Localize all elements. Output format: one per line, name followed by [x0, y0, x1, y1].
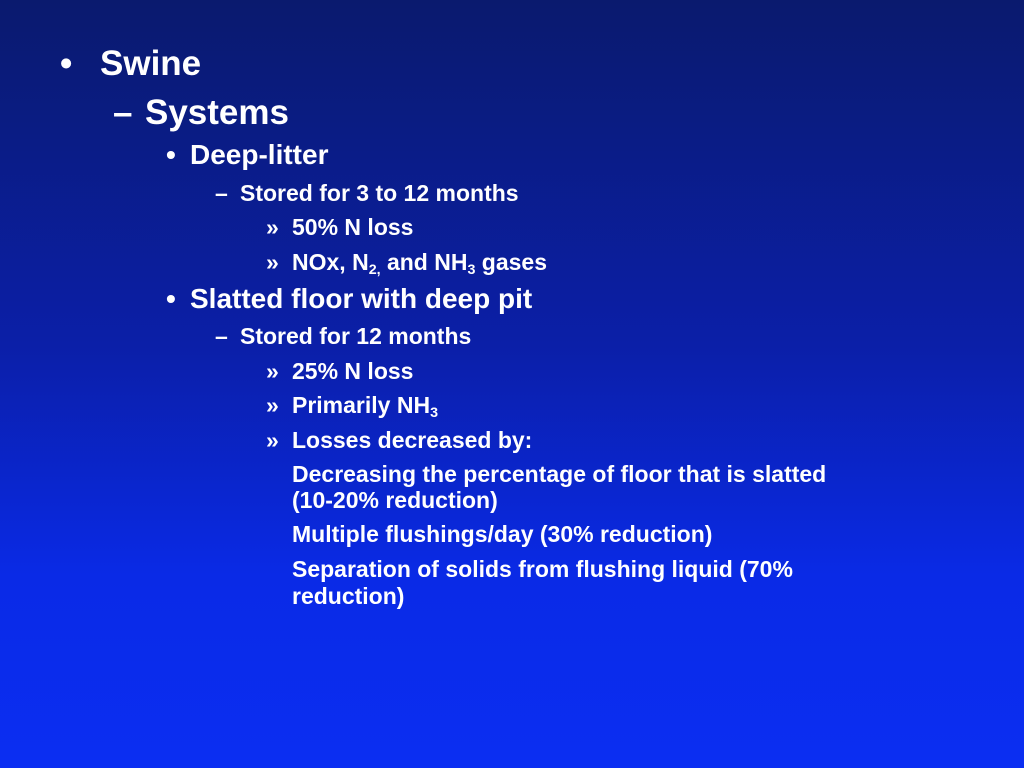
item-primarily: Primarily $NH_3$ [292, 392, 438, 421]
item-slatted-floor: Slatted floor with deep pit [190, 283, 533, 314]
guillemet-marker: » [266, 358, 279, 384]
item-reduction-2: Multiple flushings/day (30% reduction) [292, 521, 713, 547]
bullet-marker: • [166, 139, 176, 170]
dash-marker: – [215, 180, 228, 206]
guillemet-marker: » [266, 427, 279, 453]
item-deep-litter-stored: Stored for 3 to 12 months [240, 180, 519, 206]
subheading-systems: Systems [145, 93, 289, 132]
guillemet-marker: » [266, 249, 279, 275]
item-deep-litter-loss: 50% N loss [292, 214, 414, 240]
item-losses-decreased: Losses decreased by: [292, 427, 533, 453]
dash-marker: – [113, 93, 133, 132]
item-reduction-1-line1: Decreasing the percentage of floor that is slatted [292, 461, 827, 487]
guillemet-marker: » [266, 214, 279, 240]
item-reduction-1-line2: (10-20% reduction) [292, 487, 498, 513]
item-slatted-stored: Stored for 12 months [240, 323, 472, 349]
item-deep-litter: Deep-litter [190, 139, 329, 170]
dash-marker: – [215, 323, 228, 349]
guillemet-marker: » [266, 392, 279, 418]
item-reduction-3-line1: Separation of solids from flushing liquid (70% [292, 556, 793, 582]
bullet-marker: • [60, 44, 73, 83]
item-slatted-loss: 25% N loss [292, 358, 414, 384]
item-reduction-3-line2: reduction) [292, 583, 405, 609]
heading-swine: Swine [100, 44, 202, 83]
bullet-marker: • [166, 283, 176, 314]
item-gases: NOx, $N_{2,}$ and $NH_3$ gases [292, 249, 548, 278]
